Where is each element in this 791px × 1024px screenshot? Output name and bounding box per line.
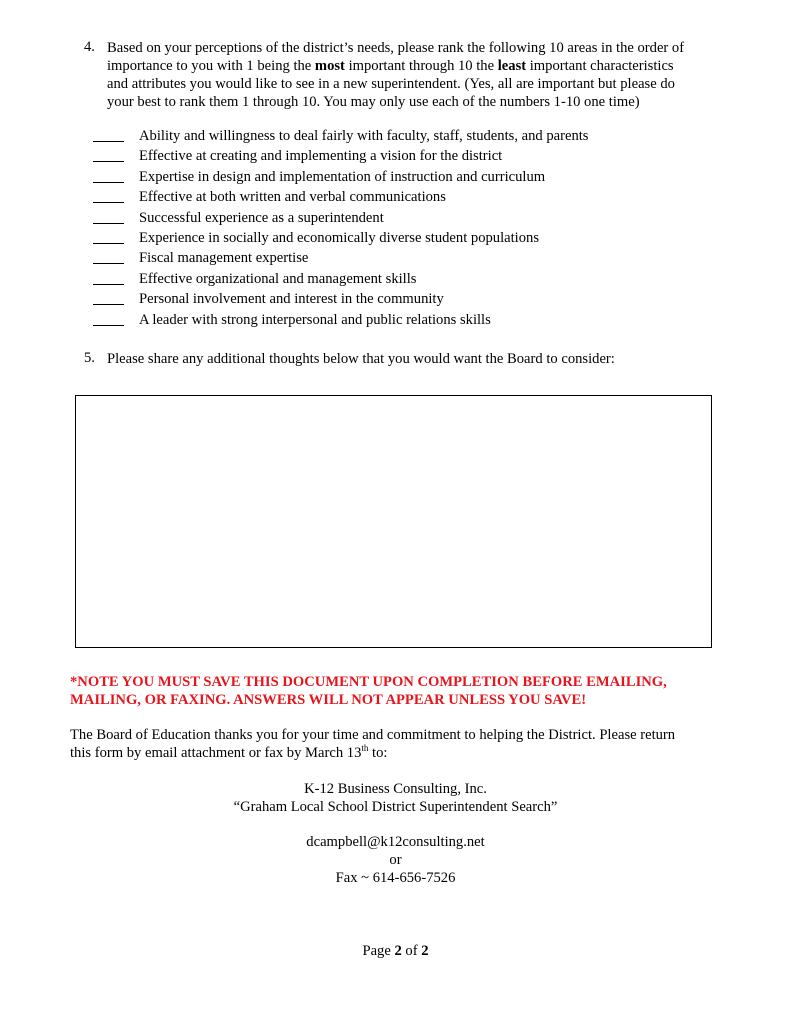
rank-row [93,127,588,147]
rank-input-9[interactable] [93,291,124,307]
contact-or: or [389,852,402,868]
save-note-line-2: MAILING, OR FAXING. ANSWERS WILL NOT APPEAR UNLESS YOU SAVE! [70,692,587,708]
thanks-line-2: this form by email attachment or fax by March 13th to: [70,743,388,761]
rank-row [93,311,588,331]
question-4-line-2: importance to you with 1 being the most important through 10 the least important characteristics [107,58,674,74]
emphasis-least: least [497,58,527,74]
question-5-number: 5. [84,350,95,366]
rank-row [93,168,588,188]
rank-item-label: Effective at creating and implementing a vision for the district [139,148,503,165]
rank-input-2[interactable] [93,148,124,164]
rank-row [93,209,588,229]
question-4-number: 4. [84,39,95,55]
question-4-line-3: and attributes you would like to see in a new superintendent. (Yes, all are important but please do [107,76,675,92]
rank-item-label: Fiscal management expertise [139,250,309,267]
rank-item-label: Personal involvement and interest in the community [139,291,444,308]
rank-input-7[interactable] [93,250,124,266]
additional-thoughts-input[interactable] [76,396,711,647]
rank-input-3[interactable] [93,169,124,185]
thanks-line-1: The Board of Education thanks you for your time and commitment to helping the District. Please return [70,727,676,743]
save-note [70,673,730,709]
question-4-text [107,39,737,111]
page-total: 2 [421,943,429,959]
rank-input-5[interactable] [93,210,124,226]
contact-company: K-12 Business Consulting, Inc. [304,781,487,797]
rank-row [93,229,588,249]
contact-email[interactable]: dcampbell@k12consulting.net [306,834,485,850]
emphasis-most: most [314,58,345,74]
page-number: Page 2 of 2 [362,943,429,959]
rank-row [93,147,588,167]
rank-input-8[interactable] [93,271,124,287]
thanks-paragraph [70,726,730,762]
rank-row [93,249,588,269]
rank-item-label: A leader with strong interpersonal and public relations skills [139,311,491,328]
rank-item-label: Ability and willingness to deal fairly with faculty, staff, students, and parents [139,128,589,144]
rank-input-6[interactable] [93,230,124,246]
rank-row [93,270,588,290]
rank-item-label: Successful experience as a superintendent [139,209,384,226]
question-4-line-1: Based on your perceptions of the district’s needs, please rank the following 10 areas in the order of [107,40,685,56]
question-5-text: Please share any additional thoughts below that you would want the Board to consider: [107,351,615,367]
question-4-line-4: your best to rank them 1 through 10. You may only use each of the numbers 1-10 one time) [107,94,640,110]
additional-thoughts-box [75,395,712,648]
rank-input-10[interactable] [93,312,124,328]
rank-item-label: Experience in socially and economically diverse student populations [139,229,539,246]
page-current: 2 [394,943,402,959]
rank-row [93,188,588,208]
rank-item-label: Effective organizational and management skills [139,270,417,287]
contact-fax: Fax ~ 614-656-7526 [335,870,456,886]
rank-input-1[interactable] [93,128,124,144]
rank-list [93,127,588,331]
contact-search-title: “Graham Local School District Superintendent Search” [233,799,558,815]
rank-row [93,290,588,310]
rank-item-label: Effective at both written and verbal communications [139,189,446,206]
rank-item-label: Expertise in design and implementation of instruction and curriculum [139,168,546,185]
rank-input-4[interactable] [93,189,124,205]
save-note-line-1: *NOTE YOU MUST SAVE THIS DOCUMENT UPON COMPLETION BEFORE EMAILING, [70,674,667,690]
